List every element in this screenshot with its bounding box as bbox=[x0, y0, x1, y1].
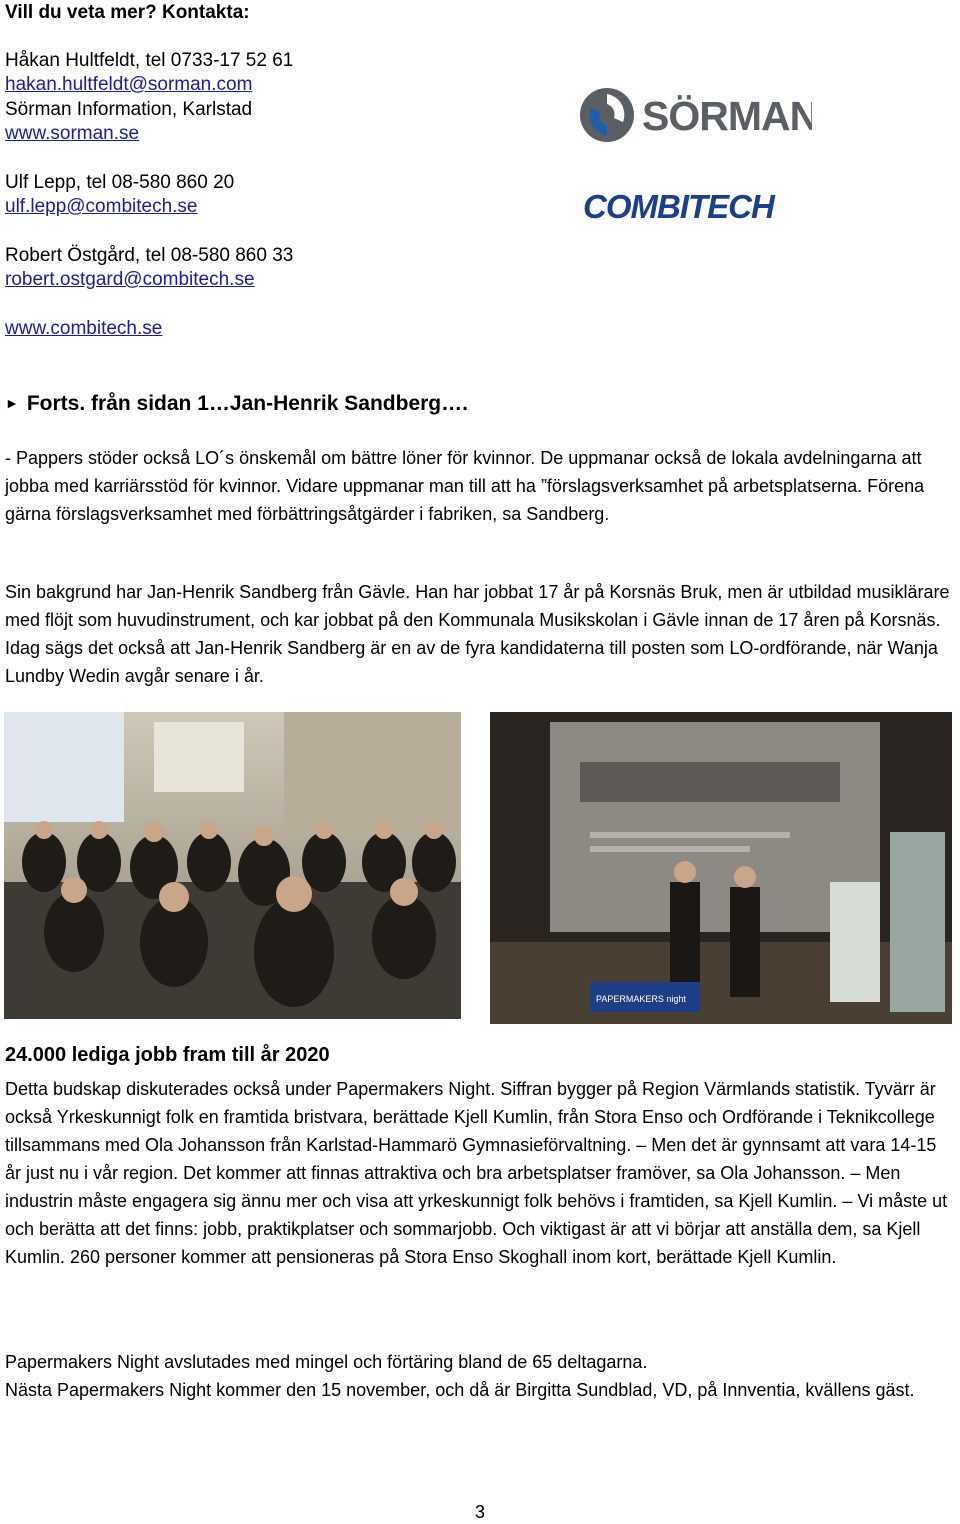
contact-heading: Vill du veta mer? Kontakta: bbox=[5, 2, 250, 23]
combitech-logo-mark bbox=[583, 188, 815, 222]
article-paragraph-1: - Pappers stöder också LO´s önskemål om bättre löner för kvinnor. De uppmanar också de lokala avdelningarna att jobba med karriärsstöd för kvinnor. Vidare uppmanar man till att ha ”förslagsverksamhet på arbetsplatserna. Förena gärna förslagsverksamhet med förbättringsåtgärder i fabriken, sa Sandberg. bbox=[5, 448, 925, 524]
audience-photo bbox=[4, 712, 461, 1019]
combitech-logo-text: COMBITECH bbox=[583, 188, 774, 222]
sorman-logo-mark bbox=[578, 84, 812, 146]
contact-3-line: Robert Östgård, tel 08-580 860 33 bbox=[5, 245, 294, 266]
forts-heading-text: Forts. från sidan 1…Jan-Henrik Sandberg…. bbox=[26, 392, 468, 415]
sorman-logo bbox=[578, 84, 812, 146]
page-number: 3 bbox=[474, 1502, 485, 1522]
contact-2-line: Ulf Lepp, tel 08-580 860 20 bbox=[5, 172, 235, 193]
jobs-paragraph-3: Nästa Papermakers Night kommer den 15 november, och då är Birgitta Sundblad, VD, på Innventia, kvällens gäst. bbox=[5, 1380, 915, 1400]
article-paragraph-2: Sin bakgrund har Jan-Henrik Sandberg från Gävle. Han har jobbat 17 år på Korsnäs Bruk, men är utbildad musiklärare med flöjt som huvudinstrument, och kar jobbat på den Kommunala Musikskolan i Gävle innan de 17 åren på Korsnäs. Idag sägs det också att Jan-Henrik Sandberg är en av de fyra kandidaterna till posten som LO-ordförande, när Wanja Lundby Wedin avgår senare i år. bbox=[5, 582, 950, 686]
contact-3-email-link[interactable]: robert.ostgard@combitech.se bbox=[5, 269, 255, 290]
presentation-photo-image bbox=[490, 712, 952, 1024]
sorman-web-link[interactable]: www.sorman.se bbox=[5, 123, 140, 144]
contact-1-email-link[interactable]: hakan.hultfeldt@sorman.com bbox=[5, 74, 253, 95]
audience-photo-image bbox=[4, 712, 461, 1019]
contact-2-email-link[interactable]: ulf.lepp@combitech.se bbox=[5, 196, 198, 217]
presentation-photo bbox=[490, 712, 952, 1024]
forts-heading bbox=[5, 392, 468, 416]
contact-1-line: Håkan Hultfeldt, tel 0733-17 52 61 bbox=[5, 50, 294, 71]
contact-1-org: Sörman Information, Karlstad bbox=[5, 99, 253, 120]
banner-text: PAPERMAKERS night bbox=[596, 994, 686, 1004]
sorman-logo-text: SÖRMAN bbox=[642, 93, 812, 139]
combitech-web-link[interactable]: www.combitech.se bbox=[5, 318, 163, 339]
arrow-right-icon: ► bbox=[5, 395, 19, 411]
jobs-heading: 24.000 lediga jobb fram till år 2020 bbox=[5, 1044, 330, 1066]
combitech-logo bbox=[583, 188, 815, 222]
jobs-paragraph-1: Detta budskap diskuterades också under Papermakers Night. Siffran bygger på Region Värmlands statistik. Tyvärr är också Yrkeskunnigt folk en framtida bristvara, berättade Kjell Kumlin, från Stora Enso och Ordförande i Teknikcollege tillsammans med Ola Johansson från Karlstad-Hammarö Gymnasieförvaltning. – Men det är gynnsamt att vara 14-15 år just nu i vår region. Det kommer att finnas attraktiva och bra arbetsplatser framöver, sa Ola Johansson. – Men industrin måste engagera sig ännu mer och visa att yrkeskunnigt folk behövs i framtiden, sa Kjell Kumlin. – Vi måste ut och berätta att det finns: jobb, praktikplatser och sommarjobb. Och viktigast är att vi börjar att anställa dem, sa Kjell Kumlin. 260 personer kommer att pensioneras på Stora Enso Skoghall inom kort, berättade Kjell Kumlin. bbox=[5, 1079, 948, 1267]
jobs-paragraph-2: Papermakers Night avslutades med mingel och förtäring bland de 65 deltagarna. bbox=[5, 1352, 648, 1372]
